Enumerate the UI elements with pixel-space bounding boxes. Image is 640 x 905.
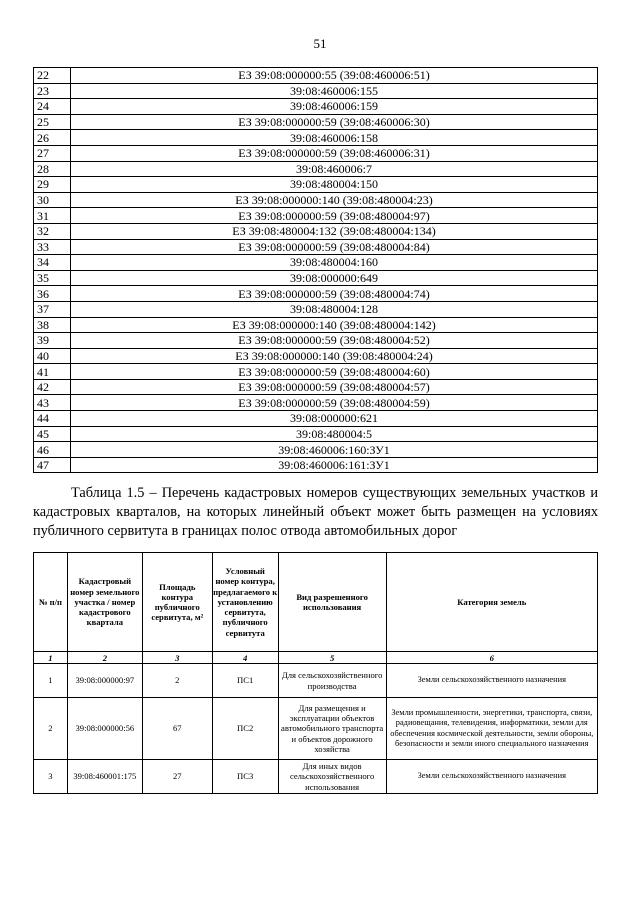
row-number: 30 xyxy=(34,192,71,208)
column-index-row xyxy=(34,652,598,664)
table-row xyxy=(34,68,598,84)
cell-category: Земли сельскохозяйственного назначения xyxy=(386,760,597,794)
cell-cadastral: 39:08:000000:56 xyxy=(67,698,142,760)
row-number: 22 xyxy=(34,68,71,84)
cadastral-number: 39:08:460006:155 xyxy=(71,83,598,99)
table-row xyxy=(34,83,598,99)
cadastral-number: 39:08:460006:161:ЗУ1 xyxy=(71,457,598,473)
row-number: 37 xyxy=(34,301,71,317)
table-row xyxy=(34,192,598,208)
cadastral-number: ЕЗ 39:08:000000:59 (39:08:480004:60) xyxy=(71,364,598,380)
cadastral-number: ЕЗ 39:08:000000:140 (39:08:480004:24) xyxy=(71,348,598,364)
cadastral-number: ЕЗ 39:08:000000:59 (39:08:460006:31) xyxy=(71,145,598,161)
column-index: 4 xyxy=(212,652,278,664)
cell-num: 1 xyxy=(34,664,68,698)
cell-num: 2 xyxy=(34,698,68,760)
cadastral-number: ЕЗ 39:08:000000:140 (39:08:480004:23) xyxy=(71,192,598,208)
row-number: 31 xyxy=(34,208,71,224)
header-category: Категория земель xyxy=(386,553,597,652)
cadastral-number: ЕЗ 39:08:000000:55 (39:08:460006:51) xyxy=(71,68,598,84)
row-number: 45 xyxy=(34,426,71,442)
table-row xyxy=(34,270,598,286)
row-number: 27 xyxy=(34,145,71,161)
cadastral-number: ЕЗ 39:08:000000:59 (39:08:480004:52) xyxy=(71,333,598,349)
table-caption: Таблица 1.5 – Перечень кадастровых номеров существующих земельных участков и кадастровых кварталов, на которых линейный объект может быть размещен на условиях публичного сервитута в границах полос отвода автомобильных дорог xyxy=(33,485,598,539)
cadastral-number: 39:08:480004:160 xyxy=(71,255,598,271)
cadastral-number: 39:08:460006:160:ЗУ1 xyxy=(71,442,598,458)
row-number: 42 xyxy=(34,379,71,395)
column-index: 6 xyxy=(386,652,597,664)
cadastral-number: ЕЗ 39:08:000000:59 (39:08:460006:30) xyxy=(71,114,598,130)
table-row xyxy=(34,223,598,239)
header-use: Вид разрешенного использования xyxy=(278,553,386,652)
table-row xyxy=(34,130,598,146)
cell-use: Для иных видов сельскохозяйственного использования xyxy=(278,760,386,794)
cell-cadastral: 39:08:460001:175 xyxy=(67,760,142,794)
header-cadastral: Кадастровый номер земельного участка / номер кадастрового квартала xyxy=(67,553,142,652)
cell-contour: ПС1 xyxy=(212,664,278,698)
table-row xyxy=(34,395,598,411)
cell-area: 27 xyxy=(142,760,212,794)
cell-area: 67 xyxy=(142,698,212,760)
cadastral-number: 39:08:460006:7 xyxy=(71,161,598,177)
row-number: 41 xyxy=(34,364,71,380)
column-index: 2 xyxy=(67,652,142,664)
table-row xyxy=(34,239,598,255)
table-row xyxy=(34,145,598,161)
header-num: № п/п xyxy=(34,553,68,652)
cadastral-number: ЕЗ 39:08:000000:59 (39:08:480004:59) xyxy=(71,395,598,411)
cell-area: 2 xyxy=(142,664,212,698)
table-row xyxy=(34,286,598,302)
cell-category: Земли сельскохозяйственного назначения xyxy=(386,664,597,698)
cadastral-number: 39:08:480004:5 xyxy=(71,426,598,442)
table-row xyxy=(34,333,598,349)
table-row xyxy=(34,664,598,698)
cadastral-list-table xyxy=(33,67,598,473)
cell-cadastral: 39:08:000000:97 xyxy=(67,664,142,698)
cadastral-number: 39:08:000000:621 xyxy=(71,411,598,427)
cadastral-number: 39:08:000000:649 xyxy=(71,270,598,286)
table-row xyxy=(34,161,598,177)
servitude-table xyxy=(33,552,598,794)
row-number: 26 xyxy=(34,130,71,146)
column-index: 5 xyxy=(278,652,386,664)
table-row xyxy=(34,317,598,333)
table-row xyxy=(34,99,598,115)
row-number: 38 xyxy=(34,317,71,333)
page-number: 51 xyxy=(313,36,327,51)
cell-use: Для сельскохозяйственного производства xyxy=(278,664,386,698)
cadastral-number: 39:08:480004:150 xyxy=(71,177,598,193)
table-row xyxy=(34,457,598,473)
cell-use: Для размещения и эксплуатации объектов автомобильного транспорта и объектов дорожного хозяйства xyxy=(278,698,386,760)
table-row xyxy=(34,114,598,130)
row-number: 43 xyxy=(34,395,71,411)
row-number: 29 xyxy=(34,177,71,193)
row-number: 32 xyxy=(34,223,71,239)
cell-num: 3 xyxy=(34,760,68,794)
header-row xyxy=(34,553,598,652)
table-row xyxy=(34,379,598,395)
row-number: 33 xyxy=(34,239,71,255)
table-row xyxy=(34,255,598,271)
cadastral-number: 39:08:460006:159 xyxy=(71,99,598,115)
cell-contour: ПС3 xyxy=(212,760,278,794)
column-index: 1 xyxy=(34,652,68,664)
cadastral-number: 39:08:480004:128 xyxy=(71,301,598,317)
row-number: 40 xyxy=(34,348,71,364)
cadastral-number: ЕЗ 39:08:000000:59 (39:08:480004:57) xyxy=(71,379,598,395)
row-number: 46 xyxy=(34,442,71,458)
cadastral-number: ЕЗ 39:08:000000:59 (39:08:480004:97) xyxy=(71,208,598,224)
table-row xyxy=(34,760,598,794)
row-number: 34 xyxy=(34,255,71,271)
column-index: 3 xyxy=(142,652,212,664)
cell-contour: ПС2 xyxy=(212,698,278,760)
table-row xyxy=(34,411,598,427)
table-row xyxy=(34,442,598,458)
row-number: 36 xyxy=(34,286,71,302)
cadastral-number: ЕЗ 39:08:000000:140 (39:08:480004:142) xyxy=(71,317,598,333)
cadastral-number: ЕЗ 39:08:480004:132 (39:08:480004:134) xyxy=(71,223,598,239)
row-number: 23 xyxy=(34,83,71,99)
cadastral-number: 39:08:460006:158 xyxy=(71,130,598,146)
table-row xyxy=(34,177,598,193)
row-number: 44 xyxy=(34,411,71,427)
table-row xyxy=(34,698,598,760)
cadastral-number: ЕЗ 39:08:000000:59 (39:08:480004:84) xyxy=(71,239,598,255)
cell-category: Земли промышленности, энергетики, транспорта, связи, радиовещания, телевидения, информатики, земли для обеспечения космической деятельности, земли обороны, безопасности и земли иного специального назначения xyxy=(386,698,597,760)
table-row xyxy=(34,364,598,380)
header-contour: Условный номер контура, предлагаемого к установлению сервитута, публичного сервитута xyxy=(212,553,278,652)
table-row xyxy=(34,208,598,224)
row-number: 47 xyxy=(34,457,71,473)
table-row xyxy=(34,301,598,317)
row-number: 35 xyxy=(34,270,71,286)
header-area: Площадь контура публичного сервитута, м² xyxy=(142,553,212,652)
row-number: 39 xyxy=(34,333,71,349)
table-row xyxy=(34,348,598,364)
cadastral-number: ЕЗ 39:08:000000:59 (39:08:480004:74) xyxy=(71,286,598,302)
row-number: 24 xyxy=(34,99,71,115)
row-number: 28 xyxy=(34,161,71,177)
table-row xyxy=(34,426,598,442)
row-number: 25 xyxy=(34,114,71,130)
